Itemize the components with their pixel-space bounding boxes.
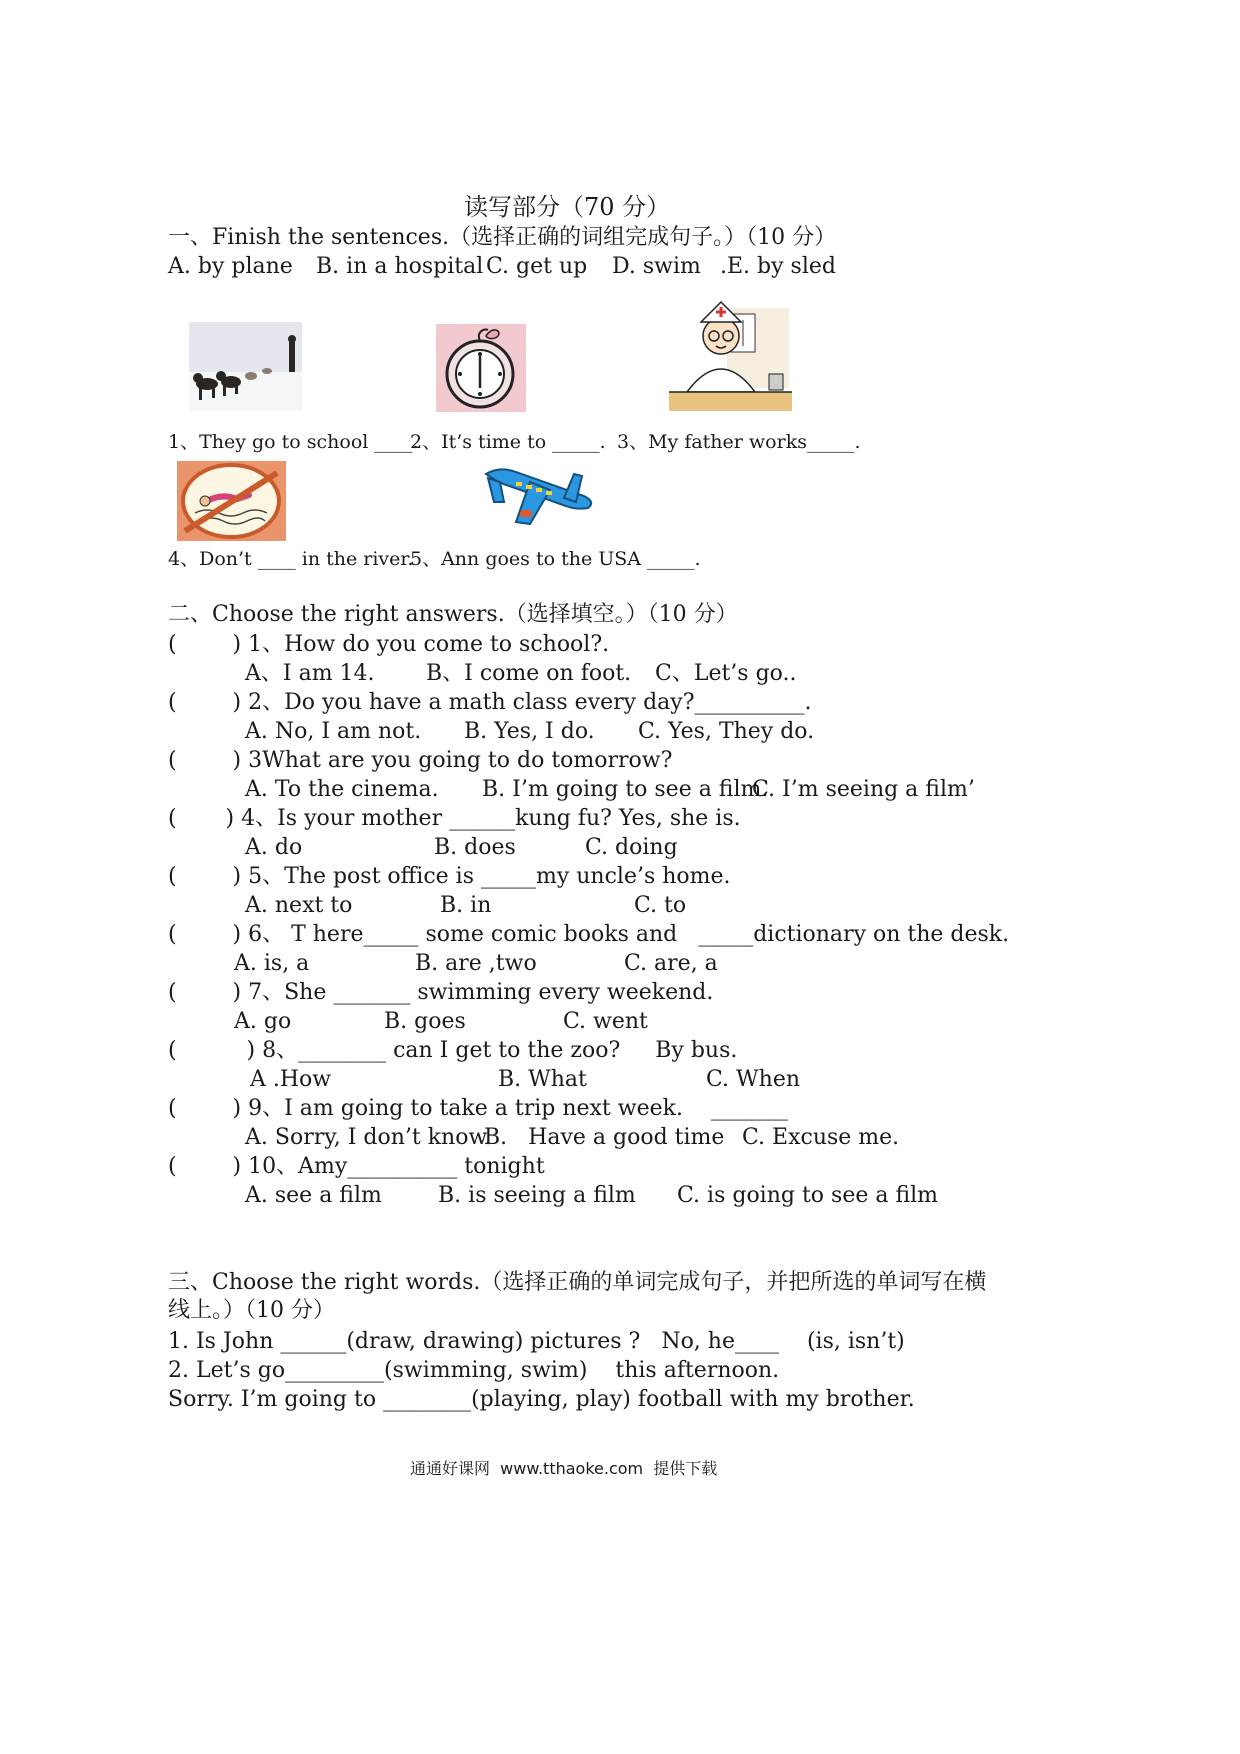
s2-q1-option-c: C、Let’s go.. xyxy=(655,661,797,686)
s2-question-2: ( ) 2、Do you have a math class every day?__________. xyxy=(168,690,812,715)
sled-dogs-image xyxy=(189,322,302,411)
airplane-image xyxy=(480,462,600,537)
s2-question-5: ( ) 5、The post office is _____my uncle’s home. xyxy=(168,864,731,889)
s2-q10-option-a: A. see a film xyxy=(245,1183,382,1208)
s2-question-10: ( ) 10、Amy__________ tonight xyxy=(168,1154,545,1179)
s1-question-3: 3、My father works_____. xyxy=(617,431,861,453)
s2-q3-option-c: C. I’m seeing a film’ xyxy=(752,777,975,802)
s2-q6-option-a: A. is, a xyxy=(234,951,310,976)
s2-question-3: ( ) 3What are you going to do tomorrow? xyxy=(168,748,673,773)
option-b: B. in a hospital xyxy=(316,254,484,279)
s2-question-9: ( ) 9、I am going to take a trip next week. _______ xyxy=(168,1096,788,1121)
s2-q3-option-b: B. I’m going to see a film. xyxy=(482,777,769,802)
s1-question-4: 4、Don’t ____ in the river. xyxy=(168,548,414,570)
s2-q2-option-a: A. No, I am not. xyxy=(245,719,422,744)
s2-q2-option-c: C. Yes, They do. xyxy=(638,719,815,744)
section3-heading: 三、Choose the right words.（选择正确的单词完成句子，并把所选的单词写在横 xyxy=(168,1270,987,1295)
s2-q3-option-a: A. To the cinema. xyxy=(245,777,439,802)
s2-q7-option-b: B. goes xyxy=(384,1009,466,1034)
doctor-image xyxy=(669,296,792,411)
s2-question-8: ( ) 8、________ can I get to the zoo? By bus. xyxy=(168,1038,738,1063)
s2-q5-option-b: B. in xyxy=(440,893,492,918)
clock-image xyxy=(436,324,526,412)
s1-question-1: 1、They go to school ____. xyxy=(168,431,419,453)
s2-q8-option-b: B. What xyxy=(498,1067,587,1092)
s2-question-7: ( ) 7、She _______ swimming every weekend. xyxy=(168,980,714,1005)
section2-heading: 二、Choose the right answers.（选择填空。）（10 分） xyxy=(168,602,738,627)
s2-q6-option-c: C. are, a xyxy=(624,951,718,976)
s2-q7-option-a: A. go xyxy=(234,1009,292,1034)
s2-question-6: ( ) 6、 T here_____ some comic books and _____dictionary on the desk. xyxy=(168,922,1010,947)
s2-q4-option-a: A. do xyxy=(245,835,303,860)
section1-heading: 一、Finish the sentences.（选择正确的词组完成句子。）（10 分） xyxy=(168,225,837,250)
no-swimming-image xyxy=(177,461,286,541)
s2-q1-option-b: B、I come on foot. xyxy=(426,661,632,686)
s2-q10-option-c: C. is going to see a film xyxy=(677,1183,939,1208)
s3-line-1: 1. Is John ______(draw, drawing) pictures ? No, he____ (is, isn’t) xyxy=(168,1329,905,1354)
page-title: 读写部分（70 分） xyxy=(464,193,671,221)
s3-line-3: Sorry. I’m going to ________(playing, play) football with my brother. xyxy=(168,1387,915,1412)
s2-q10-option-b: B. is seeing a film xyxy=(438,1183,636,1208)
option-d: D. swim xyxy=(612,254,701,279)
s2-q6-option-b: B. are ,two xyxy=(415,951,537,976)
s1-question-5: 5、Ann goes to the USA _____. xyxy=(410,548,701,570)
s2-q1-option-a: A、I am 14. xyxy=(245,661,375,686)
option-c: C. get up xyxy=(486,254,588,279)
s2-q8-option-c: C. When xyxy=(706,1067,801,1092)
s2-q5-option-c: C. to xyxy=(634,893,687,918)
s2-q4-option-b: B. does xyxy=(434,835,516,860)
s1-question-2: 2、It’s time to _____. xyxy=(410,431,606,453)
section3-heading-cont: 线上。）（10 分） xyxy=(168,1298,335,1323)
option-e: .E. by sled xyxy=(720,254,836,279)
s2-q4-option-c: C. doing xyxy=(585,835,678,860)
option-a: A. by plane xyxy=(168,254,293,279)
s2-q9-option-a: A. Sorry, I don’t know. xyxy=(245,1125,492,1150)
s2-q8-option-a: A .How xyxy=(250,1067,332,1092)
footer-text: 通通好课网 www.tthaoke.com 提供下载 xyxy=(410,1459,718,1478)
s2-q2-option-b: B. Yes, I do. xyxy=(464,719,595,744)
s2-q5-option-a: A. next to xyxy=(245,893,353,918)
s2-q9-option-b: B. Have a good time xyxy=(484,1125,725,1150)
s2-question-4: ( ) 4、Is your mother ______kung fu? Yes, she is. xyxy=(168,806,741,831)
s3-line-2: 2. Let’s go_________(swimming, swim) this afternoon. xyxy=(168,1358,780,1383)
s2-q9-option-c: C. Excuse me. xyxy=(742,1125,900,1150)
s2-q7-option-c: C. went xyxy=(563,1009,648,1034)
s2-question-1: ( ) 1、How do you come to school?. xyxy=(168,632,610,657)
